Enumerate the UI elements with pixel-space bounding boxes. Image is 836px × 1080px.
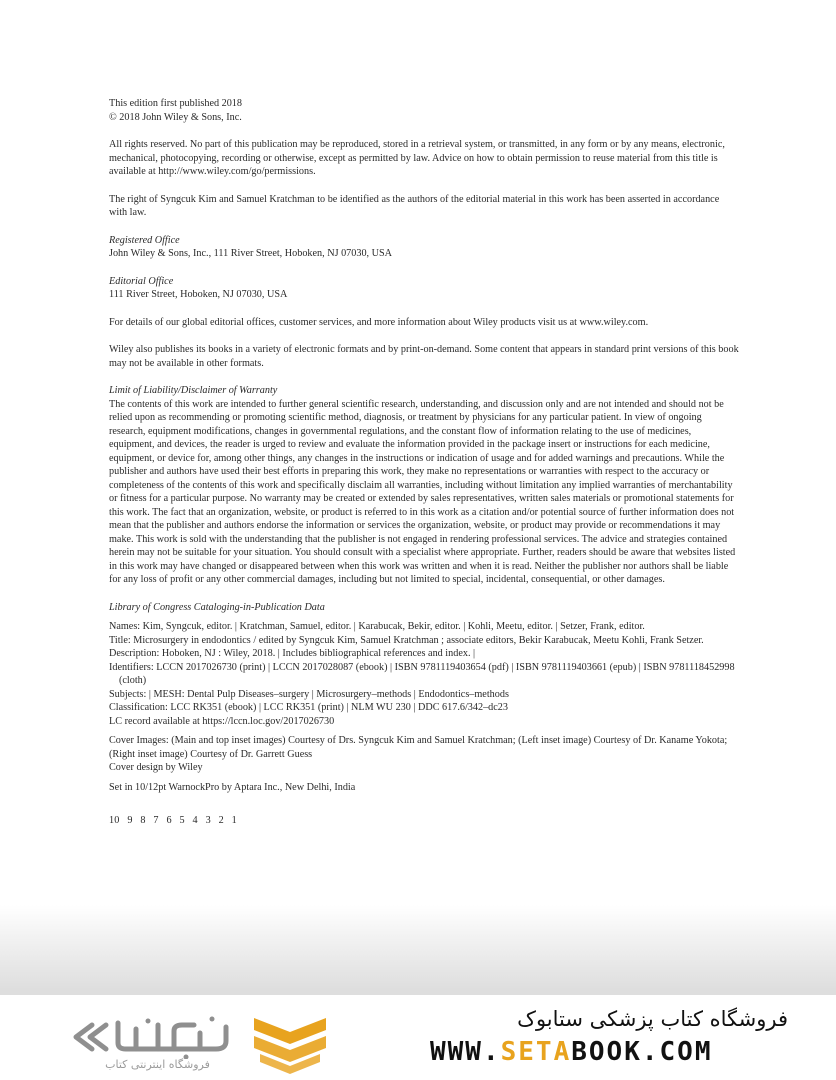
cip-classification: Classification: LCC RK351 (ebook) | LCC RK351 (print) | NLM WU 230 | DDC 617.6/342–dc23 xyxy=(109,702,508,713)
editorial-office-heading: Editorial Office xyxy=(109,275,174,287)
cip-lc-record: LC record available at https://lccn.loc.gov/2017026730 xyxy=(109,715,335,727)
logo-subtitle: فروشگاه اینترنتی کتاب xyxy=(105,1058,210,1071)
registered-office-address: John Wiley & Sons, Inc., 111 River Street, Hoboken, NJ 07030, USA xyxy=(109,248,393,259)
store-url-suffix: BOOK.COM xyxy=(571,1037,713,1067)
cover-images-credit: Cover Images: (Main and top inset images) Courtesy of Drs. Syngcuk Kim and Samuel Kratchman; (Left inset image) Courtesy of Dr. Kaname Yokota; (Right inset image) Courtesy of Dr. Garrett Guess xyxy=(109,735,728,760)
cip-names: Names: Kim, Syngcuk, editor. | Kratchman, Samuel, editor. | Karabucak, Bekir, editor. | Kohli, Meetu, editor. | Setzer, Frank, editor. xyxy=(109,621,645,632)
setabook-chevron-icon xyxy=(250,1014,330,1074)
rights-paragraph: All rights reserved. No part of this publication may be reproduced, stored in a retrieval system, or transmitted, in any form or by any means, electronic, mechanical, photocopying, recording or otherwise, except as permitted by law. Advice on how to obtain permission to reuse material from this title is available at http://www.wiley.com/go/permissions. xyxy=(109,139,725,177)
disclaimer-body: The contents of this work are intended to further general scientific research, understanding, and discussion only and are not intended and should not be relied upon as recommending or promoting scientific method, diagnosis, or treatment by physicians for any particular patient. In view of ongoing research, equipment modifications, changes in governmental regulations, and the constant flow of information relating to the use of medicines, equipment, and devices, the reader is urged to review and evaluate the information provided in the package insert or instructions for each medicine, equipment, or device for, among other things, any changes in the instructions or indication of usage and for added warnings and precautions. While the publisher and authors have used their best efforts in preparing this work, they make no representations or warranties with respect to the accuracy or completeness of the contents of this work and specifically disclaim all warranties, including without limitation any implied warranties of merchantability or fitness for a particular purpose. No warranty may be created or extended by sales representatives, written sales materials or promotional statements for this work. The fact that an organization, website, or product is referred to in this work as a citation and/or potential source of further information does not mean that the publisher and authors endorse the information or services the organization, website, or product may provide or recommendations it may make. This work is sold with the understanding that the publisher is not engaged in rendering professional services. The advice and strategies contained herein may not be suitable for your situation. You should consult with a specialist where appropriate. Further, readers should be aware that websites listed in this work may have changed or disappeared between when this work was written and when it is read. Neither the publisher nor authors shall be liable for any loss of profit or any other commercial damages, including but not limited to special, incidental, consequential, or other damages. xyxy=(109,398,736,585)
store-url-accent: SETA xyxy=(500,1037,572,1067)
global-offices-paragraph: For details of our global editorial offices, customer services, and more information about Wiley products visit us at www.wiley.com. xyxy=(109,316,649,328)
typeset-line: Set in 10/12pt WarnockPro by Aptara Inc., New Delhi, India xyxy=(109,781,356,793)
cip-identifiers: Identifiers: LCCN 2017026730 (print) | LCCN 2017028087 (ebook) | ISBN 9781119403654 (pdf) | ISBN 9781119403661 (epub) | ISBN 9781118452998 (cloth) xyxy=(109,661,735,686)
cip-title: Title: Microsurgery in endodontics / edited by Syngcuk Kim, Samuel Kratchman ; associate editors, Bekir Karabucak, Meetu Kohli, Frank Setzer. xyxy=(109,634,704,646)
cover-design-credit: Cover design by Wiley xyxy=(109,762,203,773)
edition-line: This edition first published 2018 xyxy=(109,98,242,109)
cip-heading: Library of Congress Cataloging-in-Publication Data xyxy=(109,601,325,613)
copyright-page-content xyxy=(109,97,739,828)
editorial-office-address: 111 River Street, Hoboken, NJ 07030, USA xyxy=(109,289,288,300)
cip-subjects: Subjects: | MESH: Dental Pulp Diseases–surgery | Microsurgery–methods | Endodontics–methods xyxy=(109,688,509,700)
printing-number-line: 10 9 8 7 6 5 4 3 2 1 xyxy=(109,815,237,826)
store-url[interactable] xyxy=(430,1037,792,1067)
authors-right-paragraph: The right of Syngcuk Kim and Samuel Kratchman to be identified as the authors of the editorial material in this work has been asserted in accordance with law. xyxy=(109,193,720,218)
formats-paragraph: Wiley also publishes its books in a variety of electronic formats and by print-on-demand. Some content that appears in standard print versions of this book may not be available in other formats. xyxy=(109,344,739,369)
copyright-notice: © 2018 John Wiley & Sons, Inc. xyxy=(109,111,242,123)
registered-office-heading: Registered Office xyxy=(109,234,180,246)
store-title: فروشگاه کتاب پزشکی ستابوک xyxy=(517,1007,788,1031)
cip-description: Description: Hoboken, NJ : Wiley, 2018. | Includes bibliographical references and index. | xyxy=(109,648,476,659)
store-url-prefix: WWW. xyxy=(430,1037,501,1067)
disclaimer-heading: Limit of Liability/Disclaimer of Warranty xyxy=(109,385,278,396)
setabook-logo-wordmark-icon xyxy=(66,1015,236,1059)
